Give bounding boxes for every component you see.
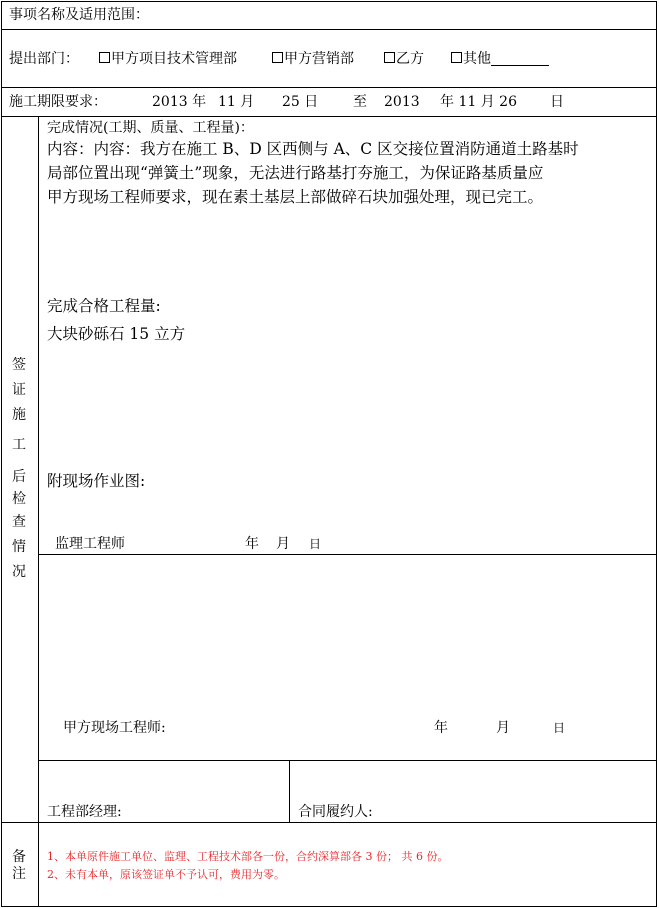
supervisor-month: 月 <box>276 536 290 552</box>
side-char: 施 <box>12 407 26 423</box>
attachment-label: 附现场作业图: <box>47 472 146 490</box>
contract-signature-label: 合同履约人: <box>298 804 373 820</box>
dept-option-party-b[interactable]: 乙方 <box>384 51 424 67</box>
dept-option-marketing[interactable]: 甲方营销部 <box>272 51 354 67</box>
side-char: 检 <box>12 491 26 507</box>
side-char: 查 <box>12 514 26 530</box>
rule-below-item <box>1 29 657 30</box>
remarks-note-1: 1、本单原件施工单位、监理、工程技术部各一份，合约深算部各 3 份； 共 6 份。 <box>47 850 449 863</box>
owner-engineer-year: 年 <box>434 720 448 736</box>
owner-engineer-day: 日 <box>553 721 566 735</box>
rule-below-period <box>1 116 657 117</box>
rule-signature-split <box>289 760 290 822</box>
border-left <box>1 1 2 907</box>
rule-side-column <box>38 116 39 906</box>
completion-content-line-2: 局部位置出现“弹簧土”现象，无法进行路基打夯施工，为保证路基质量应 <box>47 164 544 182</box>
border-top <box>1 1 657 2</box>
period-start-day: 25 日 <box>282 94 319 110</box>
supervisor-year: 年 <box>245 536 259 552</box>
border-bottom <box>1 906 657 907</box>
remarks-note-2: 2、未有本单，原该签证单不予认可，费用为零。 <box>47 868 285 881</box>
side-char: 工 <box>12 437 26 453</box>
period-end-rest: 年 11 月 26 <box>440 94 517 110</box>
period-end-day: 日 <box>550 94 564 110</box>
dept-label: 提出部门： <box>9 51 79 67</box>
rule-below-supervisor <box>38 554 657 555</box>
checkbox-icon[interactable] <box>99 52 110 63</box>
qualified-quantity-value: 大块砂砾石 15 立方 <box>47 325 186 343</box>
period-start-month: 11 月 <box>218 94 255 110</box>
border-right <box>656 1 657 907</box>
supervisor-day: 日 <box>309 537 322 551</box>
qualified-quantity-label: 完成合格工程量: <box>47 297 161 315</box>
completion-content-line-1: 内容：内容：我方在施工 B、D 区西侧与 A、C 区交接位置消防通道土路基时 <box>47 140 579 158</box>
period-label: 施工期限要求： <box>9 94 107 110</box>
side-char: 后 <box>12 469 26 485</box>
completion-content-line-3: 甲方现场工程师要求，现在素土基层上部做碎石块加强处理，现已完工。 <box>47 188 544 206</box>
checkbox-icon[interactable] <box>451 52 462 63</box>
side-char: 证 <box>12 382 26 398</box>
dept-option-tech[interactable]: 甲方项目技术管理部 <box>99 51 237 67</box>
other-blank-field[interactable] <box>491 51 549 66</box>
side-char: 签 <box>12 357 26 373</box>
owner-engineer-label: 甲方现场工程师: <box>63 720 166 736</box>
dept-option-other[interactable]: 其他 <box>451 51 549 67</box>
period-to: 至 <box>353 94 367 110</box>
period-end-year: 2013 <box>384 94 420 110</box>
remarks-label-2: 注 <box>12 866 26 882</box>
side-char: 情 <box>12 539 26 555</box>
rule-below-dept <box>1 87 657 88</box>
rule-above-remarks <box>1 822 657 823</box>
rule-below-owner <box>38 760 657 761</box>
remarks-label-1: 备 <box>12 849 26 865</box>
side-char: 况 <box>12 564 26 580</box>
manager-signature-label: 工程部经理: <box>47 804 122 820</box>
checkbox-icon[interactable] <box>272 52 283 63</box>
period-start-year: 2013 年 <box>152 94 207 110</box>
supervisor-label: 监理工程师 <box>55 536 125 552</box>
checkbox-icon[interactable] <box>384 52 395 63</box>
owner-engineer-month: 月 <box>496 720 510 736</box>
item-name-label: 事项名称及适用范围： <box>9 7 149 23</box>
completion-heading: 完成情况(工期、质量、工程量)： <box>47 120 254 136</box>
